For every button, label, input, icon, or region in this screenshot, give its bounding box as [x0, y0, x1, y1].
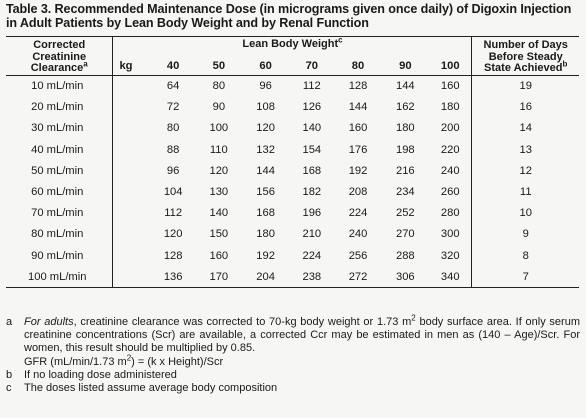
dose-cell: 198 [395, 143, 415, 156]
table-row [6, 118, 579, 139]
footnote-mark-c: c [338, 35, 343, 45]
dose-cell: 300 [440, 228, 460, 241]
kg-spacer-cell [113, 76, 151, 97]
footnote-b [6, 369, 580, 382]
dose-cell: 208 [348, 186, 368, 199]
days-header-line1: Number of Days [483, 39, 568, 51]
footnote-mark-a: a [83, 59, 88, 69]
table-row [6, 76, 579, 97]
weight-col: 50 [212, 59, 226, 72]
clearance-cell: 100 mL/min [6, 266, 113, 288]
dose-cell: 90 [212, 101, 226, 114]
days-cell: 19 [472, 76, 579, 97]
dose-cell: 192 [348, 164, 368, 177]
clearance-cell: 70 mL/min [6, 203, 113, 224]
dose-cell: 216 [395, 164, 415, 177]
dose-cell: 270 [395, 228, 415, 241]
clearance-cell: 40 mL/min [6, 139, 113, 160]
kg-spacer-cell [113, 203, 151, 224]
footnote-c [6, 382, 580, 395]
dose-cell: 120 [163, 228, 183, 241]
dose-cell: 288 [395, 249, 415, 262]
days-cell: 10 [472, 203, 579, 224]
days-cell: 16 [472, 97, 579, 118]
dose-cell: 196 [302, 207, 322, 220]
table-row [6, 224, 579, 245]
dose-cell: 234 [395, 186, 415, 199]
days-header-line2: Before Steady [488, 50, 563, 63]
dosage-table-body [6, 76, 579, 288]
clearance-header-line1: Corrected [33, 39, 86, 51]
clearance-cell: 50 mL/min [6, 160, 113, 181]
dose-cell: 108 [256, 101, 275, 114]
footnote-a-mark: a [6, 316, 13, 328]
dose-cell: 112 [302, 80, 321, 93]
dose-cell: 240 [440, 164, 460, 177]
footnote-a-lead: For adults [24, 316, 74, 328]
dose-cell: 260 [440, 186, 460, 199]
table-row [6, 139, 579, 160]
footnote-c-mark: c [6, 382, 12, 395]
dose-cell: 88 [166, 143, 180, 156]
dose-cell: 204 [242, 266, 289, 288]
footnote-a [6, 313, 580, 369]
clearance-cell: 30 mL/min [6, 118, 113, 139]
dose-cell: 104 [163, 186, 183, 199]
dose-cell: 240 [348, 228, 368, 241]
footnote-c-text: The doses listed assume average body composition [24, 382, 278, 395]
clearance-header-line2: Creatinine [32, 50, 87, 63]
dose-cell: 192 [256, 249, 275, 262]
dose-cell: 182 [302, 186, 322, 199]
dose-cell: 170 [196, 266, 242, 288]
weight-unit: kg [119, 59, 133, 72]
clearance-header-line3: Clearance$^a$ [30, 59, 88, 74]
days-cell: 7 [472, 266, 579, 288]
kg-spacer-cell [113, 97, 151, 118]
dose-cell: 340 [429, 266, 472, 288]
dose-cell: 128 [348, 80, 368, 93]
table-row [6, 203, 579, 224]
dose-cell: 180 [440, 101, 460, 114]
dose-cell: 256 [348, 249, 368, 262]
footnote-b-text: If no loading dose administered [24, 368, 177, 381]
dose-cell: 80 [166, 122, 180, 135]
dose-cell: 160 [348, 122, 368, 135]
dose-cell: 224 [302, 249, 322, 262]
dose-cell: 160 [440, 80, 460, 93]
days-cell: 11 [472, 181, 579, 202]
days-header-line3: State Achieved$^b$ [484, 59, 568, 74]
dose-cell: 112 [164, 207, 183, 220]
dose-cell: 154 [302, 143, 322, 156]
dose-cell: 72 [166, 101, 180, 114]
clearance-cell: 60 mL/min [6, 181, 113, 202]
dose-cell: 306 [382, 266, 429, 288]
dose-cell: 162 [395, 101, 415, 114]
dose-cell: 168 [302, 164, 322, 177]
weight-col: 60 [259, 59, 272, 72]
days-cell: 9 [472, 224, 579, 245]
dose-cell: 64 [166, 80, 180, 93]
dose-cell: 140 [302, 122, 322, 135]
weight-col: 80 [351, 59, 365, 72]
table-row [6, 245, 579, 266]
dose-cell: 224 [348, 207, 368, 220]
footnote-a-text: For adults, creatinine clearance was corrected to 70-kg body weight or 1.73 $m^2$ body surface area. If only serum creatinine concentrations (Scr) are available, a corrected Ccr may be estimated in men as (140 – Age)/Scr. For women, this result should be multiplied by 0.85. [24, 313, 580, 355]
dose-cell: 238 [289, 266, 334, 288]
table-title: Table 3. Recommended Maintenance Dose (in micrograms given once daily) of Digoxin Injection in Adult Patients by Lean Body Weight and by Renal Function [6, 2, 572, 30]
gfr-formula: GFR (mL/min/1.73 $m^2) = (k$ x Height)/Scr [24, 352, 224, 368]
dose-cell: 130 [209, 186, 229, 199]
footnotes [6, 313, 580, 395]
dose-cell: 144 [395, 80, 415, 93]
table-row [6, 266, 579, 288]
clearance-cell: 10 mL/min [6, 76, 113, 97]
kg-spacer-cell [113, 245, 151, 266]
days-header [472, 37, 579, 76]
dose-cell: 128 [163, 249, 183, 262]
table-row [6, 97, 579, 118]
table-row [6, 181, 579, 202]
kg-spacer-cell [113, 139, 151, 160]
weight-col: 90 [399, 59, 412, 72]
days-cell: 12 [472, 160, 579, 181]
dose-cell: 252 [395, 207, 415, 220]
clearance-cell: 80 mL/min [6, 224, 113, 245]
days-cell: 14 [472, 118, 579, 139]
dose-cell: 200 [440, 122, 460, 135]
weight-col: 70 [305, 59, 319, 72]
dose-cell: 120 [209, 164, 229, 177]
dose-cell: 180 [256, 228, 275, 241]
dose-cell: 132 [256, 143, 275, 156]
dose-cell: 210 [302, 228, 322, 241]
clearance-cell: 90 mL/min [6, 245, 113, 266]
dose-cell: 136 [151, 266, 196, 288]
clearance-header [6, 37, 113, 76]
dose-cell: 100 [209, 122, 229, 135]
dose-cell: 96 [259, 80, 272, 93]
dose-cell: 280 [440, 207, 460, 220]
kg-spacer-cell [113, 181, 151, 202]
days-cell: 8 [472, 245, 579, 266]
table-row [6, 160, 579, 181]
weight-col: 40 [166, 59, 180, 72]
dose-cell: 160 [209, 249, 229, 262]
dose-cell: 320 [440, 249, 460, 262]
dose-cell: 120 [256, 122, 275, 135]
lean-body-weight-header: Lean Body Weight$^c$ [113, 37, 472, 58]
days-cell: 13 [472, 139, 579, 160]
dosage-table [6, 36, 579, 288]
dose-cell: 150 [209, 228, 229, 241]
kg-spacer-cell [113, 224, 151, 245]
footnote-mark-b: b [562, 59, 568, 69]
dose-cell: 180 [395, 122, 415, 135]
dose-cell: 96 [166, 164, 180, 177]
kg-spacer-cell [113, 160, 151, 181]
dose-cell: 220 [440, 143, 460, 156]
clearance-cell: 20 mL/min [6, 97, 113, 118]
dose-cell: 144 [348, 101, 368, 114]
dose-cell: 126 [302, 101, 322, 114]
dose-cell: 272 [334, 266, 381, 288]
dose-cell: 144 [256, 164, 275, 177]
footnote-b-mark: b [6, 368, 13, 381]
dose-cell: 168 [256, 207, 275, 220]
kg-spacer-cell [113, 266, 151, 288]
kg-spacer-cell [113, 118, 151, 139]
dose-cell: 176 [348, 143, 368, 156]
weight-col: 100 [440, 59, 460, 72]
dose-cell: 110 [209, 143, 228, 156]
dose-cell: 156 [256, 186, 275, 199]
dose-cell: 140 [209, 207, 229, 220]
dose-cell: 80 [212, 80, 226, 93]
